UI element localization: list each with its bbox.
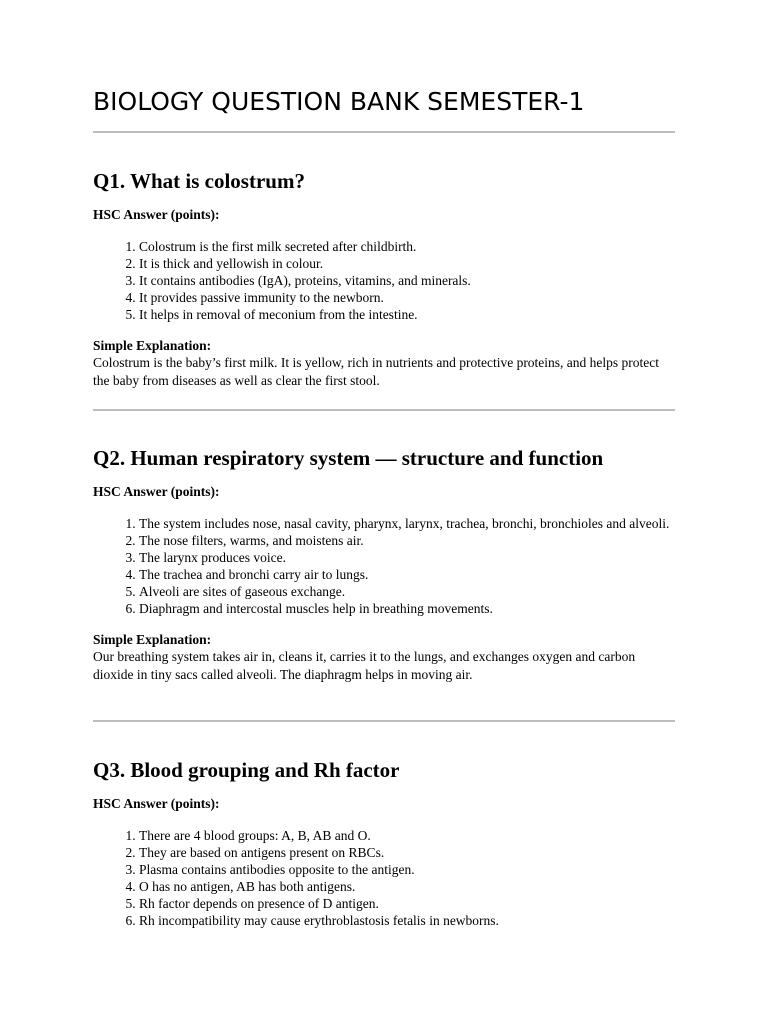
answer-point: 3. The larynx produces voice. — [139, 549, 675, 566]
question-title: Q1. What is colostrum? — [93, 169, 305, 193]
answer-point: 3. It contains antibodies (IgA), proteins, vitamins, and minerals. — [139, 272, 675, 289]
document-title: BIOLOGY QUESTION BANK SEMESTER-1 — [93, 87, 585, 116]
answer-point: 4. The trachea and bronchi carry air to lungs. — [139, 566, 675, 583]
answer-point: 5. Rh factor depends on presence of D antigen. — [139, 895, 675, 912]
answer-point: 5. Alveoli are sites of gaseous exchange. — [139, 583, 675, 600]
explanation-text: Our breathing system takes air in, cleans it, carries it to the lungs, and exchanges oxygen and carbon dioxide in tiny sacs called alveoli. The diaphragm helps in moving air. — [93, 649, 636, 682]
question-title: Q2. Human respiratory system — structure and function — [93, 446, 604, 470]
answer-point: 4. It provides passive immunity to the newborn. — [139, 289, 675, 306]
answer-point: 1. Colostrum is the first milk secreted after childbirth. — [139, 238, 675, 255]
divider — [93, 131, 675, 133]
answer-point: 5. It helps in removal of meconium from the intestine. — [139, 306, 675, 323]
answer-point: 1. The system includes nose, nasal cavity, pharynx, larynx, trachea, bronchi, bronchioles and alveoli. — [139, 515, 675, 532]
answer-point: 4. O has no antigen, AB has both antigens. — [139, 878, 675, 895]
answer-label: HSC Answer (points): — [93, 796, 220, 811]
answer-points-list — [93, 515, 675, 617]
answer-label: HSC Answer (points): — [93, 207, 220, 222]
question-section-2 — [93, 444, 675, 683]
answer-point: 1. There are 4 blood groups: A, B, AB and O. — [139, 827, 675, 844]
explanation-label: Simple Explanation: — [93, 338, 212, 353]
answer-points-list — [93, 827, 675, 929]
answer-point: 3. Plasma contains antibodies opposite to the antigen. — [139, 861, 675, 878]
answer-point: 2. They are based on antigens present on RBCs. — [139, 844, 675, 861]
question-section-1 — [93, 167, 675, 389]
answer-points-list — [93, 238, 675, 323]
question-title: Q3. Blood grouping and Rh factor — [93, 758, 400, 782]
answer-point: 2. The nose filters, warms, and moistens air. — [139, 532, 675, 549]
answer-label: HSC Answer (points): — [93, 484, 220, 499]
answer-point: 6. Diaphragm and intercostal muscles help in breathing movements. — [139, 600, 675, 617]
answer-point: 6. Rh incompatibility may cause erythroblastosis fetalis in newborns. — [139, 912, 675, 929]
explanation-text: Colostrum is the baby’s first milk. It is yellow, rich in nutrients and protective proteins, and helps protect the baby from diseases as well as clear the first stool. — [93, 355, 660, 388]
divider — [93, 720, 675, 722]
divider — [93, 409, 675, 411]
explanation-label: Simple Explanation: — [93, 632, 212, 647]
answer-point: 2. It is thick and yellowish in colour. — [139, 255, 675, 272]
question-section-3 — [93, 756, 675, 929]
